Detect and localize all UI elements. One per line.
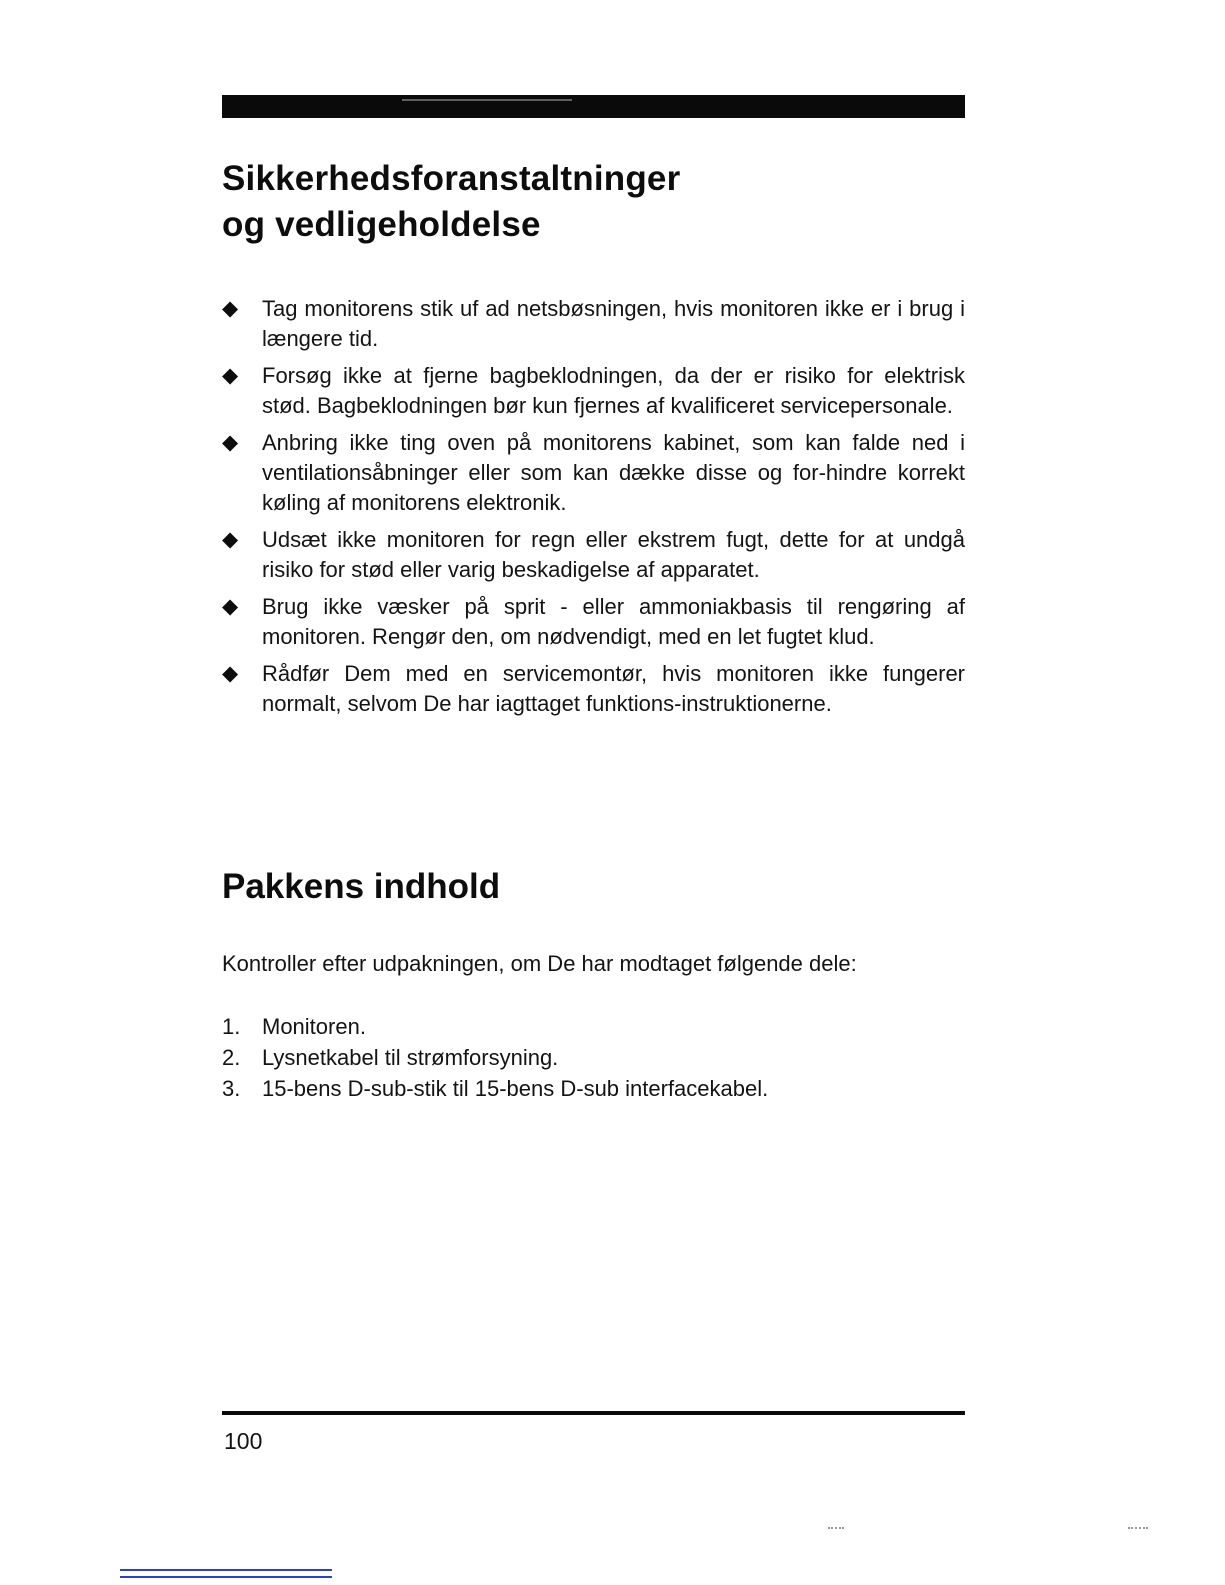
diamond-bullet-icon: ◆ bbox=[222, 297, 239, 320]
list-item bbox=[222, 525, 965, 585]
bullet-text: Udsæt ikke monitoren for regn eller ekstrem fugt, dette for at undgå risiko for stød eller varig beskadigelse af apparatet. bbox=[262, 527, 965, 582]
scan-artifact-dash bbox=[402, 99, 572, 101]
list-item bbox=[222, 1073, 965, 1104]
list-item bbox=[222, 361, 965, 421]
section-title-safety bbox=[222, 156, 965, 248]
list-item bbox=[222, 592, 965, 652]
footer-divider-rule bbox=[222, 1411, 965, 1415]
bullet-text: Anbring ikke ting oven på monitorens kabinet, som kan falde ned i ventilationsåbninger eller som kan dække disse og for-hindre korrekt køling af monitorens elektronik. bbox=[262, 430, 965, 515]
list-item bbox=[222, 1011, 965, 1042]
list-item bbox=[222, 1042, 965, 1073]
item-text: Lysnetkabel til strømforsyning. bbox=[262, 1045, 559, 1070]
item-number: 1. bbox=[222, 1014, 241, 1039]
bullet-text: Tag monitorens stik uf ad netsbøsningen, hvis monitoren ikke er i brug i længere tid. bbox=[262, 296, 965, 351]
section-title-line2: og vedligeholdelse bbox=[222, 205, 541, 244]
bullet-text: Brug ikke væsker på sprit - eller ammoniakbasis til rengøring af monitoren. Rengør den, om nødvendigt, med en let fugtet klud. bbox=[262, 594, 965, 649]
section-title-line1: Sikkerhedsforanstaltninger bbox=[222, 159, 681, 198]
diamond-bullet-icon: ◆ bbox=[222, 662, 239, 685]
diamond-bullet-icon: ◆ bbox=[222, 431, 239, 454]
scan-artifact-blue-line bbox=[120, 1569, 332, 1578]
item-number: 3. bbox=[222, 1076, 241, 1101]
bullet-text: Forsøg ikke at fjerne bagbeklodningen, da der er risiko for elektrisk stød. Bagbeklodningen bør kun fjernes af kvalificeret servicepersonale. bbox=[262, 363, 965, 418]
safety-bullet-list bbox=[222, 294, 965, 719]
page-number: 100 bbox=[224, 1428, 263, 1454]
item-number: 2. bbox=[222, 1045, 241, 1070]
package-contents-list bbox=[222, 1011, 965, 1104]
bullet-text: Rådfør Dem med en servicemontør, hvis monitoren ikke fungerer normalt, selvom De har iagttaget funktions-instruktionerne. bbox=[262, 661, 965, 716]
diamond-bullet-icon: ◆ bbox=[222, 528, 239, 551]
item-text: Monitoren. bbox=[262, 1014, 366, 1039]
list-item bbox=[222, 294, 965, 354]
list-item bbox=[222, 428, 965, 518]
scan-artifact-dash bbox=[1128, 1527, 1148, 1531]
item-text: 15-bens D-sub-stik til 15-bens D-sub interfacekabel. bbox=[262, 1076, 769, 1101]
top-divider-rule bbox=[222, 95, 965, 118]
package-contents-intro: Kontroller efter udpakningen, om De har modtaget følgende dele: bbox=[222, 951, 857, 976]
list-item bbox=[222, 659, 965, 719]
scan-artifact-dash bbox=[828, 1527, 844, 1531]
diamond-bullet-icon: ◆ bbox=[222, 595, 239, 618]
diamond-bullet-icon: ◆ bbox=[222, 364, 239, 387]
page-content bbox=[222, 95, 965, 1104]
section-title-package-contents: Pakkens indhold bbox=[222, 867, 501, 906]
